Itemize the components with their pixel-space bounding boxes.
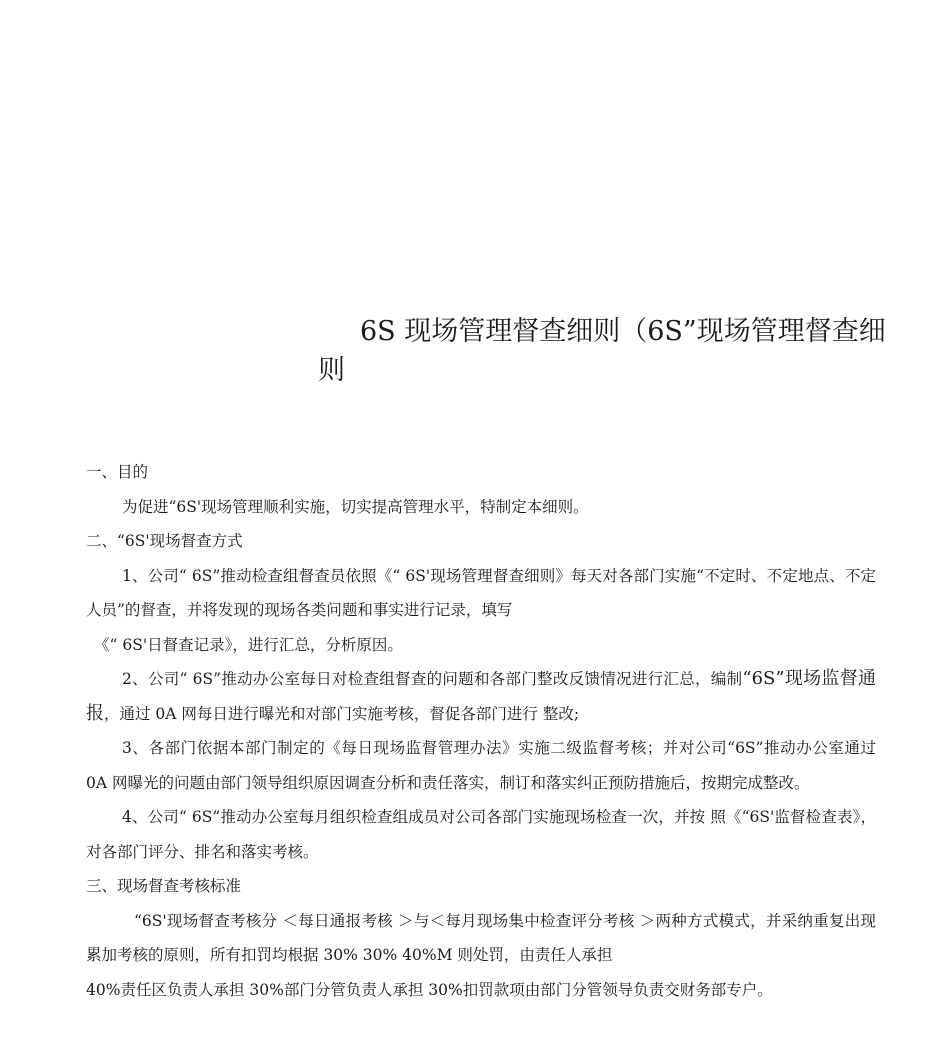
paragraph-method-2-emphasis: “6S”现场监督通报 xyxy=(86,668,877,724)
document-title: 6S 现场管理督查细则（6S”现场管理督查细则 xyxy=(318,316,886,386)
paragraph-purpose: 为促进“6S'现场管理顺利实施，切实提高管理水平，特制定本细则。 xyxy=(122,497,589,516)
paragraph-method-2-tail: ，通过 0A 网每日进行曝光和对部门实施考核，督促各部门进行 整改; xyxy=(104,704,580,723)
paragraph-standard-1: “6S'现场督查考核分 ＜每日通报考核 ＞与＜每月现场集中检查评分考核 ＞两种方式模式，并采纳重复出现累加考核的原则，所有扣罚均根据 30% 30% 40%M 则处罚，由责任人承担 xyxy=(86,911,876,964)
document-body xyxy=(86,455,876,1007)
section-heading-standard: 三、现场督查考核标准 xyxy=(86,877,242,895)
paragraph-method-3: 3、各部门依据本部门制定的《每日现场监督管理办法》实施二级监督考核；并对公司“6S”推动办公室通过 0A 网曝光的问题由部门领导组织原因调查分析和责任落实，制订和落实纠正预防措施后，按期完成整改。 xyxy=(86,739,876,792)
paragraph-method-2 xyxy=(86,662,876,731)
paragraph-standard-1-cont: 40%责任区负责人承担 30%部门分管负责人承担 30%扣罚款项由部门分管领导负责交财务部专户。 xyxy=(86,980,773,999)
paragraph-method-1: 1、公司“ 6S”推动检查组督查员依照《“ 6S'现场管理督查细则》每天对各部门实施“不定时、不定地点、不定人员”的督查，并将发现的现场各类问题和事实进行记录，填写 xyxy=(86,566,876,619)
section-heading-method: 二、“6S'现场督查方式 xyxy=(86,532,243,550)
paragraph-method-1-cont: 《“ 6S'日督查记录》，进行汇总，分析原因。 xyxy=(94,635,403,654)
paragraph-method-2-lead: 2、公司“ 6S”推动办公室每日对检查组督查的问题和各部门整改反馈情况进行汇总，编制 xyxy=(122,670,743,688)
section-heading-purpose: 一、目的 xyxy=(86,463,149,481)
paragraph-method-4: 4、公司“ 6S”推动办公室每月组织检查组成员对公司各部门实施现场检查一次，并按 照《“6S'监督检查表》，对各部门评分、排名和落实考核。 xyxy=(86,808,876,861)
